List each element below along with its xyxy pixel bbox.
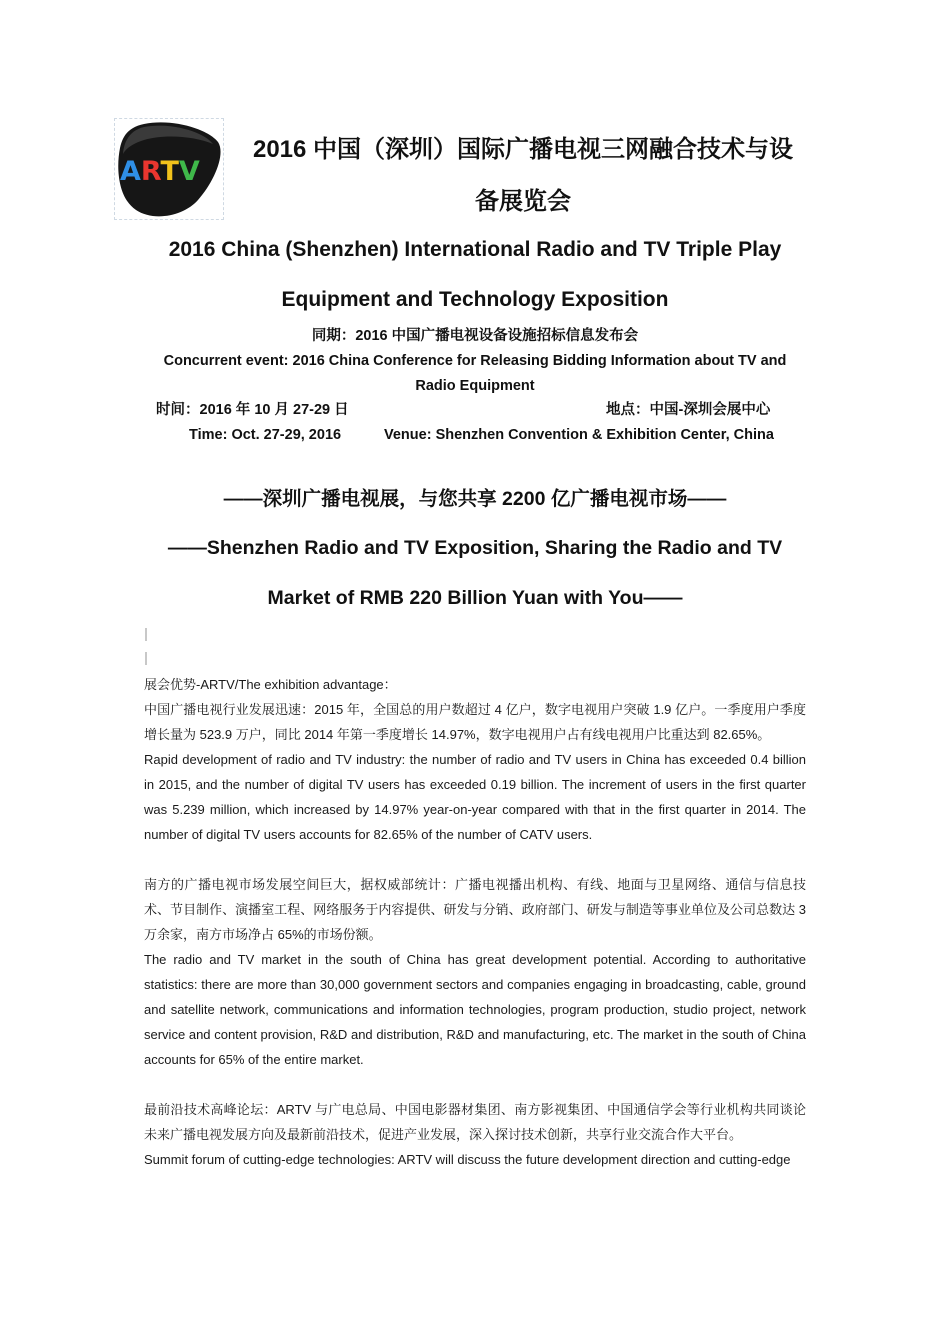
paragraph-south-market-cn: 南方的广播电视市场发展空间巨大，据权威部统计：广播电视播出机构、有线、地面与卫星网络、通信与信息技术、节目制作、演播室工程、网络服务于内容提供、研发与分销、政府部门、研发与制造等事业单位及公司总数达 3 万余家，南方市场净占 65%的市场份额。	[144, 877, 806, 942]
time-cn: 时间：2016 年 10 月 27-29 日	[156, 402, 349, 418]
advantage-heading: 展会优势-ARTV/The exhibition advantage：	[144, 677, 397, 692]
paragraph-gap	[144, 1072, 806, 1097]
svg-text:ARTV: ARTV	[120, 156, 200, 187]
title-en-line1: 2016 China (Shenzhen) International Radio and TV Triple Play	[168, 238, 782, 261]
slogan-en-line2: Market of RMB 220 Billion Yuan with You——	[267, 587, 683, 609]
paragraph-market-growth-en: Rapid development of radio and TV industry: the number of radio and TV users in China has exceeded 0.4 billion in 2015, and the number of digital TV users has exceeded 0.19 billion. The increment of users in the first quarter was 5.239 million, which increased by 14.97% year-on-year compared with that in the first quarter in 2014. The number of digital TV users accounts for 82.65% of the number of CATV users.	[144, 752, 806, 842]
time-en: Time: Oct. 27-29, 2016	[189, 427, 342, 443]
concurrent-event-en-line2: Radio Equipment	[415, 378, 535, 394]
paragraph-market-growth-cn: 中国广播电视行业发展迅速：2015 年，全国总的用户数超过 4 亿户，数字电视用户突破 1.9 亿户。一季度用户季度增长量为 523.9 万户，同比 2014 年第一季度增长 14.97%，数字电视用户占有线电视用户比重达到 82.65%。	[144, 702, 806, 742]
title-cn-line1: 2016 中国（深圳）国际广播电视三网融合技术与设	[252, 136, 794, 163]
concurrent-event-en-line1: Concurrent event: 2016 China Conference for Releasing Bidding Information about TV and	[163, 353, 787, 369]
text-cursor-mark	[145, 652, 147, 665]
paragraph-south-market-en: The radio and TV market in the south of China has great development potential. According to authoritative statistics: there are more than 30,000 government sectors and companies engaging in broadcasting, cable, ground and satellite network, communications and information technologies, program production, studio project, network service and content provision, R&D and distribution, R&D and manufacturing, etc. The market in the south of China accounts for 65% of the entire market.	[144, 952, 806, 1067]
venue-cn: 地点：中国-深圳会展中心	[606, 402, 771, 418]
venue-en: Venue: Shenzhen Convention & Exhibition Center, China	[384, 427, 774, 443]
paragraph-summit-forum-en: Summit forum of cutting-edge technologies: ARTV will discuss the future development direction and cutting-edge	[144, 1152, 791, 1167]
text-cursor-mark	[145, 628, 147, 641]
paragraph-gap	[144, 847, 806, 872]
artv-logo-graphic	[114, 118, 224, 220]
artv-logo	[114, 118, 226, 222]
title-en-line2: Equipment and Technology Exposition	[281, 288, 669, 311]
concurrent-event-cn: 同期：2016 中国广播电视设备设施招标信息发布会	[311, 328, 639, 344]
body-content	[144, 672, 806, 1172]
paragraph-summit-forum-cn: 最前沿技术高峰论坛：ARTV 与广电总局、中国电影器材集团、南方影视集团、中国通信学会等行业机构共同谈论未来广播电视发展方向及最新前沿技术，促进产业发展，深入探讨技术创新，共享行业交流合作大平台。	[144, 1102, 806, 1142]
title-cn-line2: 备展览会	[475, 188, 571, 215]
slogan-cn: ——深圳广播电视展，与您共享 2200 亿广播电视市场——	[223, 488, 727, 510]
slogan-en-line1: ——Shenzhen Radio and TV Exposition, Sharing the Radio and TV	[167, 537, 783, 559]
